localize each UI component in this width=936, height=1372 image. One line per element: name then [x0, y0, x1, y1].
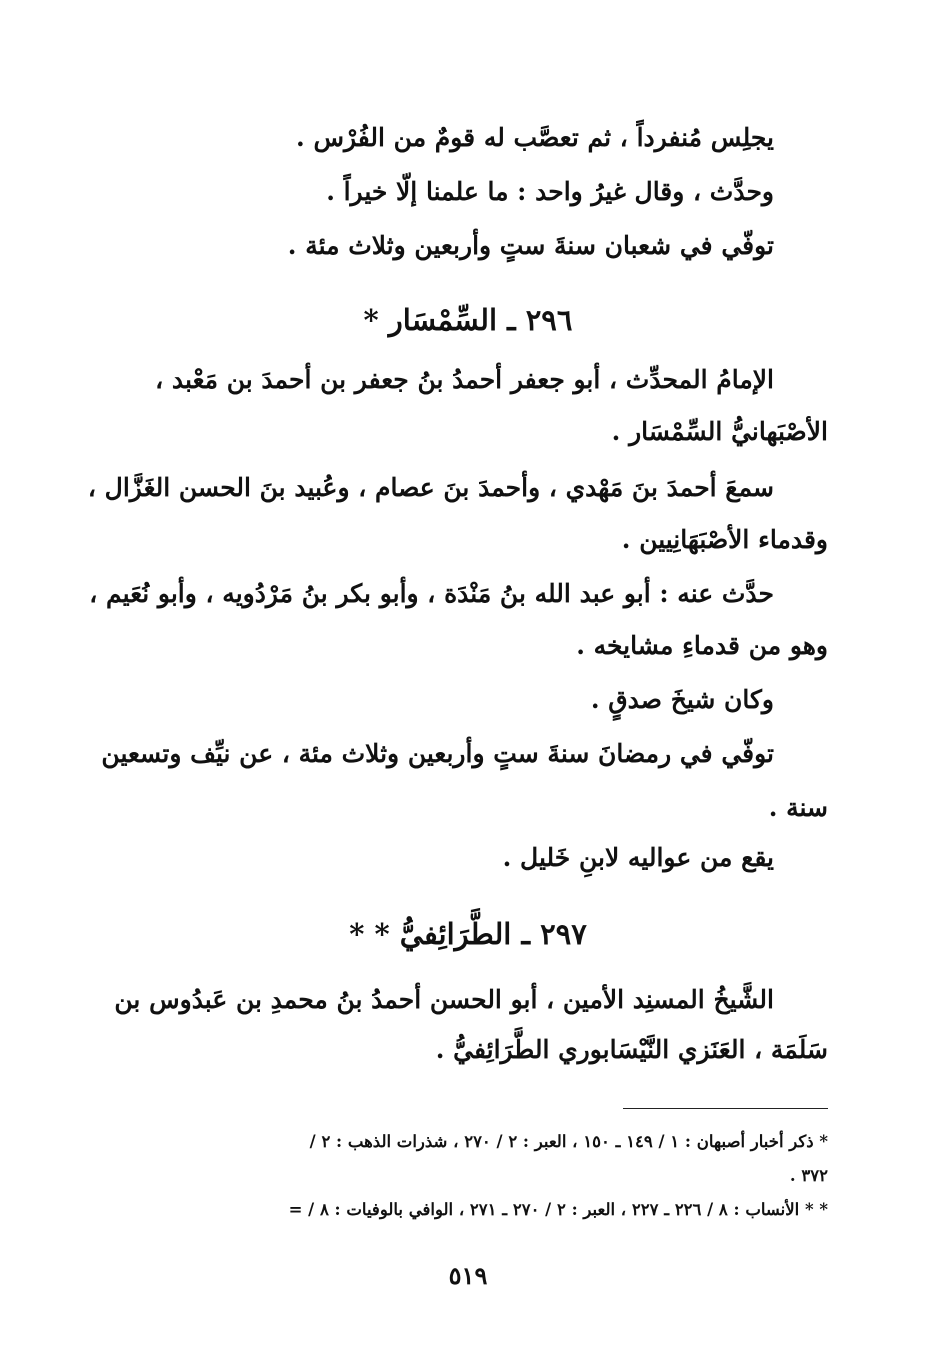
footnote-1-line-2: ٣٧٢ .: [789, 1166, 828, 1185]
entry-296-death-line-1: توفّي في رمضانَ سنةَ ستٍ وأربعين وثلاث مئة ، عن نيِّف وتسعين: [101, 739, 774, 768]
entry-297-heading: ٢٩٧ ـ الطَّرَائِفيُّ * *: [349, 917, 587, 951]
intro-line-3: توفّي في شعبان سنةَ ستٍ وأربعين وثلاث مئة .: [287, 231, 774, 260]
entry-296-heading: ٢٩٦ ـ السِّمْسَار *: [363, 303, 573, 337]
entry-296-teachers-line-2: وقدماء الأصْبَهَانِيين .: [621, 525, 828, 554]
footnote-separator: [623, 1108, 828, 1109]
entry-296-teachers-line-1: سمعَ أحمدَ بنَ مَهْدي ، وأحمدَ بنَ عصام ، وعُبيد بنَ الحسن الغَزَّال ،: [87, 473, 774, 502]
page-number: ٥١٩: [448, 1261, 488, 1290]
entry-296-bio-line-2: الأصْبَهانيُّ السِّمْسَار .: [611, 417, 828, 446]
entry-296-note-line: يقع من عواليه لابنِ خَليل .: [502, 843, 774, 872]
intro-line-2: وحدَّث ، وقال غيرُ واحد : ما علمنا إلّا خيراً .: [326, 177, 774, 206]
intro-line-1: يجلِس مُنفرداً ، ثم تعصَّب له قومٌ من الفُرْس .: [296, 123, 774, 152]
entry-296-death-line-2: سنة .: [768, 793, 828, 822]
entry-296-students-line-1: حدَّث عنه : أبو عبد الله بنُ مَنْدَة ، وأبو بكر بنُ مَرْدُويه ، وأبو نُعَيم ،: [89, 579, 774, 608]
footnote-1-line-1: * ذكر أخبار أصبهان : ١ / ١٤٩ ـ ١٥٠ ، العبر : ٢ / ٢٧٠ ، شذرات الذهب : ٢ /: [309, 1132, 828, 1151]
entry-296-bio-line-1: الإمامُ المحدِّث ، أبو جعفر أحمدُ بنُ جعفر بن أحمدَ بن مَعْبد ،: [155, 365, 774, 394]
entry-296-students-line-2: وهو من قدماءِ مشايخه .: [576, 631, 828, 660]
entry-297-bio-line-2: سَلَمَة ، العَنَزي النَّيْسَابوري الطَّرَائِفيُّ .: [435, 1035, 828, 1064]
entry-296-grade-line: وكان شيخَ صدقٍ .: [590, 685, 774, 714]
footnote-2-line-1: * * الأنساب : ٨ / ٢٢٦ ـ ٢٢٧ ، العبر : ٢ / ٢٧٠ ـ ٢٧١ ، الوافي بالوفيات : ٨ / =: [288, 1200, 828, 1219]
entry-297-bio-line-1: الشَّيخُ المسنِد الأمين ، أبو الحسن أحمدُ بنُ محمدِ بن عَبدُوس بن: [114, 985, 774, 1014]
